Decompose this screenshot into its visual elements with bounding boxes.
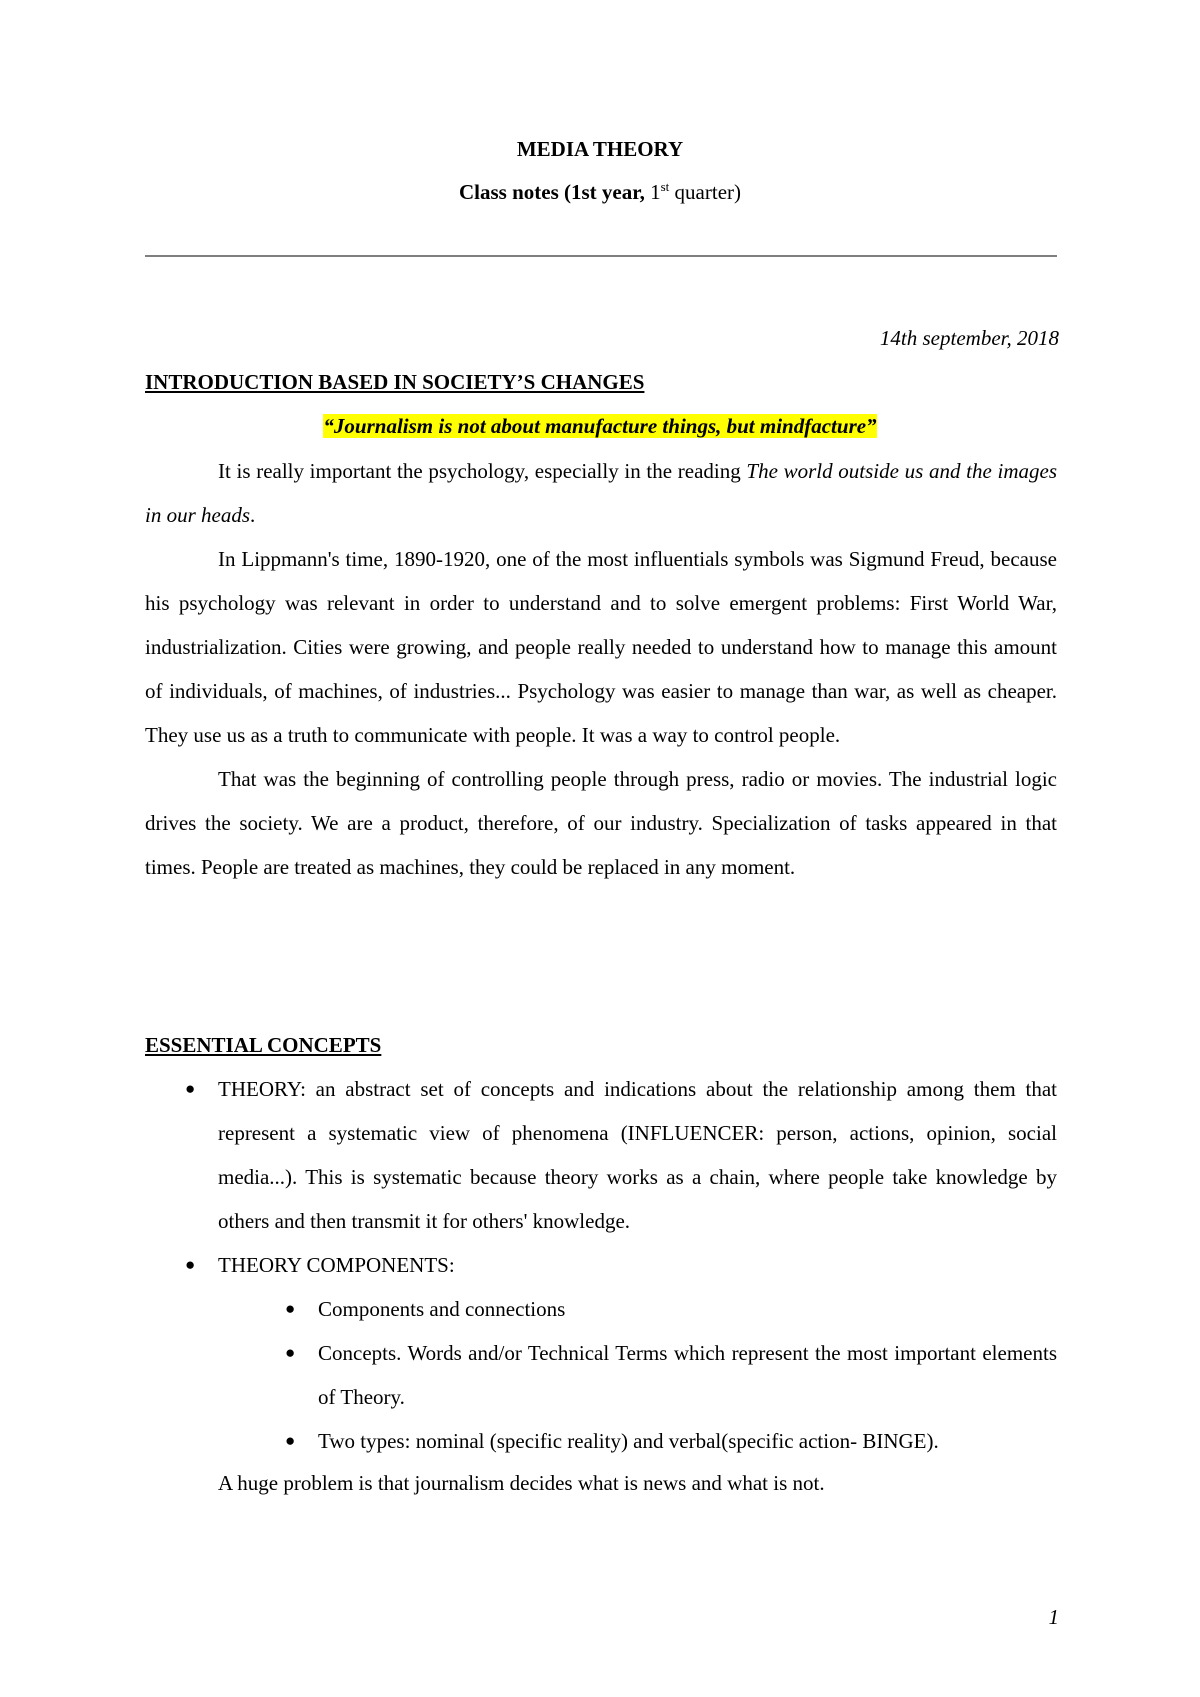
bullet-icon: ● bbox=[285, 1431, 296, 1450]
list-item bbox=[145, 1067, 1057, 1243]
closing-sentence: A huge problem is that journalism decides what is news and what is not. bbox=[218, 1471, 825, 1495]
paragraph-2: In Lippmann's time, 1890-1920, one of the most influentials symbols was Sigmund Freud, because his psychology was relevant in order to understand and to solve emergent problems: First World War, industrialization. Cities were growing, and people really needed to understand how to manage this amount of individuals, of machines, of industries... Psychology was easier to manage than war, as well as cheaper. They use us as a truth to communicate with people. It was a way to control people. bbox=[145, 547, 1057, 747]
subtitle-superscript: st bbox=[660, 179, 670, 194]
bullet-icon: ● bbox=[285, 1299, 296, 1318]
bullet-icon: ● bbox=[285, 1343, 296, 1362]
highlighted-quote bbox=[0, 414, 1200, 439]
document-title: MEDIA THEORY bbox=[516, 137, 684, 161]
sub-item-text: Concepts. Words and/or Technical Terms which represent the most important elements of Theory. bbox=[318, 1341, 1057, 1409]
header-rule bbox=[145, 255, 1057, 257]
list-item bbox=[218, 1331, 1057, 1419]
theory-components-label: THEORY COMPONENTS: bbox=[218, 1253, 455, 1277]
reading-title: The world outside us and the images in our heads bbox=[145, 459, 1058, 527]
section-heading-essential-concepts: ESSENTIAL CONCEPTS bbox=[145, 1033, 382, 1057]
list-item bbox=[145, 1243, 1057, 1463]
paragraph-1-text: It is really important the psychology, especially in the reading bbox=[218, 459, 741, 483]
components-sublist bbox=[218, 1287, 1057, 1463]
page-number: 1 bbox=[1048, 1605, 1059, 1629]
paragraph-1 bbox=[145, 449, 1057, 537]
subtitle-rest: quarter) bbox=[674, 180, 742, 204]
bullet-icon: ● bbox=[185, 1079, 196, 1098]
paragraph-3: That was the beginning of controlling people through press, radio or movies. The industrial logic drives the society. We are a product, therefore, of our industry. Specialization of tasks appeared in that times. People are treated as machines, they could be replaced in any moment. bbox=[145, 767, 1057, 879]
list-item bbox=[218, 1287, 1057, 1331]
subtitle-bold: Class notes (1st year, bbox=[458, 180, 645, 204]
document-subtitle bbox=[0, 179, 1200, 205]
introduction-body bbox=[145, 449, 1057, 889]
section-heading-introduction: INTRODUCTION BASED IN SOCIETY’S CHANGES bbox=[145, 370, 645, 394]
list-item bbox=[218, 1419, 1057, 1463]
theory-definition: THEORY: an abstract set of concepts and indications about the relationship among them that represent a systematic view of phenomena (INFLUENCER: person, actions, opinion, social media...). This is systematic because theory works as a chain, where people take knowledge by others and then transmit it for others' knowledge. bbox=[218, 1077, 1057, 1233]
quote-text: “Journalism is not about manufacture things, but mindfacture” bbox=[323, 414, 877, 438]
subtitle-number: 1 bbox=[650, 180, 661, 204]
sub-item-text: Components and connections bbox=[318, 1297, 566, 1321]
paragraph-1-end: . bbox=[250, 503, 256, 527]
date-line: 14th september, 2018 bbox=[879, 326, 1059, 350]
concepts-list bbox=[145, 1067, 1057, 1463]
sub-item-text: Two types: nominal (specific reality) and verbal(specific action- BINGE). bbox=[318, 1429, 939, 1453]
bullet-icon: ● bbox=[185, 1255, 196, 1274]
